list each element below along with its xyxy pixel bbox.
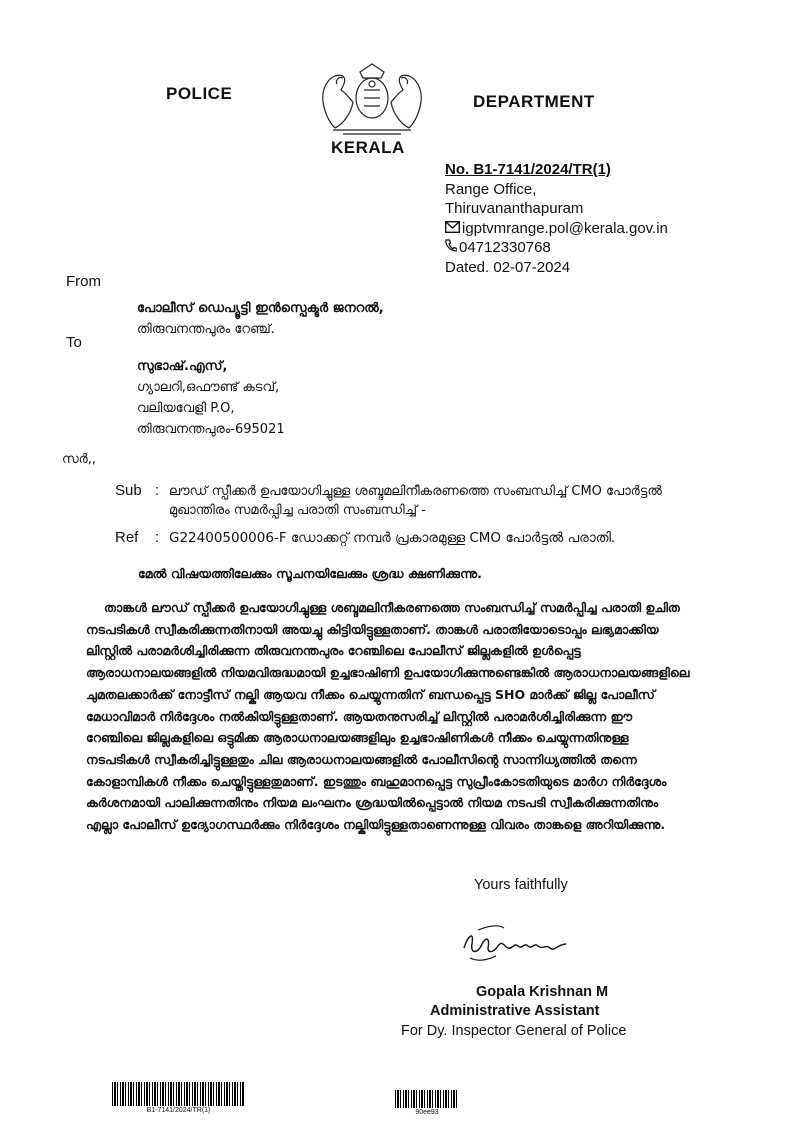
ref-colon: : <box>155 529 160 546</box>
barcode-2 <box>395 1090 459 1108</box>
mail-icon <box>445 219 460 239</box>
body-line: റേഞ്ചിലെ ജില്ലകളിലെ ഒട്ടുമിക്ക ആരാധനാലയങ്ങളിലും ഉച്ചഭാഷിണികൾ നീക്കം ചെയ്യുന്നതിനുള്ള <box>86 730 629 746</box>
barcode-1-text: B1-7141/2024/TR(1) <box>146 1107 211 1114</box>
for-line: For Dy. Inspector General of Police <box>401 1023 627 1039</box>
body-line: ചുമതലക്കാർക്ക് നോട്ടീസ് നല്കി ആയവ നീക്കം ചെയ്യുന്നതിന് ബന്ധപ്പെട്ട SHO മാർക്ക് ജില്ല പോലീസ് <box>86 686 655 702</box>
from-line-1: പോലീസ് ഡെപ്യൂട്ടി ഇൻസ്പെക്ടർ ജനറൽ, <box>137 301 384 316</box>
body-line: നടപടികൾ സ്വീകരിച്ചിട്ടുള്ളതും ചില ആരാധനാലയങ്ങളിൽ പോലീസിന്റെ സാന്നിധ്യത്തിൽ തന്നെ <box>86 751 637 767</box>
ref-label: Ref <box>115 529 139 546</box>
to-label: To <box>66 334 82 351</box>
phone-line <box>445 238 668 258</box>
to-line-1: സുഭാഷ്.എസ്, <box>137 359 228 374</box>
phone-number: 04712330768 <box>459 239 551 256</box>
email-line <box>445 219 668 239</box>
signature-icon <box>458 918 578 968</box>
signatory-name: Gopala Krishnan M <box>476 984 609 1000</box>
to-line-2: ഗ്യാലറി,ഒഫൗണ്ട് കടവ്, <box>137 380 280 395</box>
body-line: താങ്കൾ ലൗഡ് സ്പീക്കർ ഉപയോഗിച്ചുള്ള ശബ്ദമലിനീകരണത്തെ സംബന്ധിച്ച് സമർപ്പിച്ച പരാതി ഉചിത <box>104 600 680 615</box>
to-line-4: തിരുവനന്തപുരം-695021 <box>137 422 285 437</box>
subject-colon: : <box>155 482 160 499</box>
body-line: മേധാവിമാർ നിർദ്ദേശം നൽകിയിട്ടുള്ളതാണ്. ആയതനുസരിച്ച് ലിസ്റ്റിൽ പരാമർശിച്ചിരിക്കുന്ന ഈ <box>86 708 633 724</box>
email-address: igptvmrange.pol@kerala.gov.in <box>462 219 668 237</box>
barcode-1 <box>112 1082 245 1106</box>
body-line: ആരാധനാലയങ്ങളിൽ നിയമവിരുദ്ധമായി ഉച്ചഭാഷിണി ഉപയോഗിക്കുന്നുണ്ടെങ്കിൽ ആരാധനാലയങ്ങളിലെ <box>86 665 690 681</box>
body-line: എല്ലാ പോലീസ് ഉദ്യോഗസ്ഥർക്കും നിർദ്ദേശം നല്കിയിട്ടുള്ളതാണെന്നുള്ള വിവരം താങ്കളെ അറിയിക്കുന്നു. <box>86 817 666 833</box>
subject-line-1: ലൗഡ് സ്പീക്കർ ഉപയോഗിച്ചുള്ള ശബ്ദമലിനീകരണത്തെ സംബന്ധിച്ച് CMO പോർട്ടൽ <box>169 484 662 499</box>
ref <box>115 529 615 546</box>
dated: Dated. 02-07-2024 <box>445 258 571 276</box>
from-line-2: തിരുവനന്തപുരം റേഞ്ച്. <box>137 322 275 337</box>
subject-line-2: മുഖാന്തിരം സമർപ്പിച്ച പരാതി സംബന്ധിച്ച് - <box>169 503 426 518</box>
signatory-designation: Administrative Assistant <box>430 1003 600 1019</box>
ref-text: G22400500006-F ഡോക്കറ്റ് നമ്പർ പ്രകാരമുള്ള CMO പോർട്ടൽ പരാതി. <box>169 530 616 546</box>
letterhead-kerala: KERALA <box>331 138 405 157</box>
body-line: കർശനമായി പാലിക്കുന്നതിനും നിയമ ലംഘനം ശ്രദ്ധയിൽപ്പെട്ടാൽ നിയമ നടപടി സ്വീകരിക്കുന്നതിനും <box>86 795 659 811</box>
yours-faithfully: Yours faithfully <box>474 877 568 893</box>
letterhead-police: POLICE <box>166 84 233 103</box>
phone-icon <box>445 238 457 258</box>
salutation: സർ,, <box>62 452 97 467</box>
letterhead-department: DEPARTMENT <box>473 92 595 111</box>
subject <box>115 482 715 518</box>
body-line: ലിസ്റ്റിൽ പരാമർശിച്ചിരിക്കുന്ന തിരുവനന്തപുരം റേഞ്ചിലെ പോലീസ് ജില്ലകളിൽ ഉൾപ്പെട്ട <box>86 643 581 659</box>
office-line-1: Range Office, <box>445 180 537 198</box>
body-line: കോളാമ്പികൾ നീക്കം ചെയ്തിട്ടുള്ളതുമാണ്. ഇടത്തും ബഹുമാനപ്പെട്ട സുപ്രീംകോടതിയുടെ മാർഗ നിർദ്ദേശം <box>86 773 667 789</box>
barcode-2-text: 90ee93 <box>415 1109 439 1116</box>
subject-label: Sub <box>115 482 142 499</box>
to-line-3: വലിയവേളി P.O, <box>137 401 235 416</box>
from-label: From <box>66 273 101 290</box>
state-emblem-icon <box>313 62 431 138</box>
body-paragraph <box>86 597 690 836</box>
from-address <box>137 298 384 340</box>
reference-block <box>445 160 668 277</box>
to-address <box>137 356 285 440</box>
attention-line: മേൽ വിഷയത്തിലേക്കും സൂചനയിലേക്കും ശ്രദ്ധ ക്ഷണിക്കുന്നു. <box>138 566 482 581</box>
office-line-2: Thiruvananthapuram <box>445 200 584 217</box>
reference-number: No. B1-7141/2024/TR(1) <box>445 161 611 178</box>
body-line: നടപടികൾ സ്വീകരിക്കുന്നതിനായി അയച്ചു കിട്ടിയിട്ടുള്ളതാണ്. താങ്കൾ പരാതിയോടൊപ്പം ലഭ്യമാക്കിയ <box>86 621 659 637</box>
